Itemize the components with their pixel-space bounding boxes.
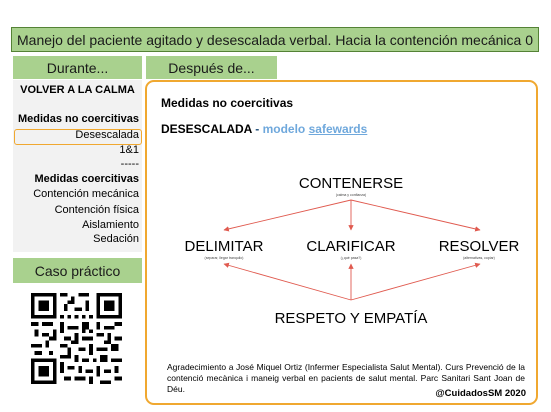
- heading-separator: -: [251, 122, 263, 136]
- node-delimitar-sub: (separar, llegar tranquilo): [204, 256, 244, 260]
- acknowledgement-text: Agradecimiento a José Miquel Ortiz (Infermer Especialista Salut Mental). Curs Prevenció de la contenció mecànica i maneig verbal en pacients de salut mental. Parc Sanitari Sant Joan de Déu.: [167, 362, 525, 394]
- node-contenerse-sub: (calma y confianza): [335, 193, 367, 197]
- node-clarificar: CLARIFICAR: [306, 238, 396, 255]
- node-resolver: RESOLVER: [438, 238, 520, 255]
- node-respeto-empatia: RESPETO Y EMPATÍA: [274, 310, 428, 327]
- tab-caso-practico[interactable]: Caso práctico: [13, 258, 142, 283]
- sidebar-item-desescalada[interactable]: Desescalada: [75, 129, 139, 141]
- modelo-label: modelo: [262, 122, 309, 136]
- sidebar-item-volver-calma[interactable]: VOLVER A LA CALMA: [20, 84, 135, 96]
- qr-code-icon[interactable]: [31, 293, 122, 384]
- sidebar-heading-coercitivas: Medidas coercitivas: [34, 173, 139, 185]
- node-clarificar-sub: (¿qué pasa?): [340, 256, 362, 260]
- sidebar-item-sedacion[interactable]: Sedación: [93, 233, 139, 245]
- sidebar-heading-no-coercitivas: Medidas no coercitivas: [17, 113, 139, 125]
- node-resolver-sub: (alternativas, copiar): [463, 256, 495, 260]
- arrow-respeto-delimitar: [224, 264, 351, 300]
- sidebar-separator: -----: [120, 158, 139, 170]
- tab-durante[interactable]: Durante...: [13, 56, 142, 79]
- section-heading: Medidas no coercitivas: [161, 96, 294, 110]
- node-delimitar: DELIMITAR: [184, 238, 264, 255]
- arrow-contenerse-resolver: [351, 200, 480, 230]
- sidebar-item-contencion-fisica[interactable]: Contención física: [54, 204, 139, 216]
- main-panel: [145, 80, 538, 405]
- sidebar-item-contencion-mecanica[interactable]: Contención mecánica: [33, 188, 139, 200]
- sidebar-item-uno-a-uno[interactable]: 1&1: [119, 144, 139, 156]
- credit-text: @CuidadosSM 2020: [435, 388, 526, 399]
- desescalada-label: DESESCALADA: [161, 122, 252, 136]
- sidebar: [13, 80, 142, 252]
- arrow-respeto-resolver: [351, 264, 480, 300]
- sidebar-item-aislamiento[interactable]: Aislamiento: [82, 219, 139, 231]
- arrow-contenerse-delimitar: [224, 200, 351, 230]
- tab-despues[interactable]: Después de...: [146, 56, 277, 79]
- page-title: Manejo del paciente agitado y desescalada verbal. Hacia la contención mecánica 0: [11, 27, 539, 52]
- node-contenerse: CONTENERSE: [298, 175, 404, 192]
- safewards-link[interactable]: safewards: [308, 122, 368, 136]
